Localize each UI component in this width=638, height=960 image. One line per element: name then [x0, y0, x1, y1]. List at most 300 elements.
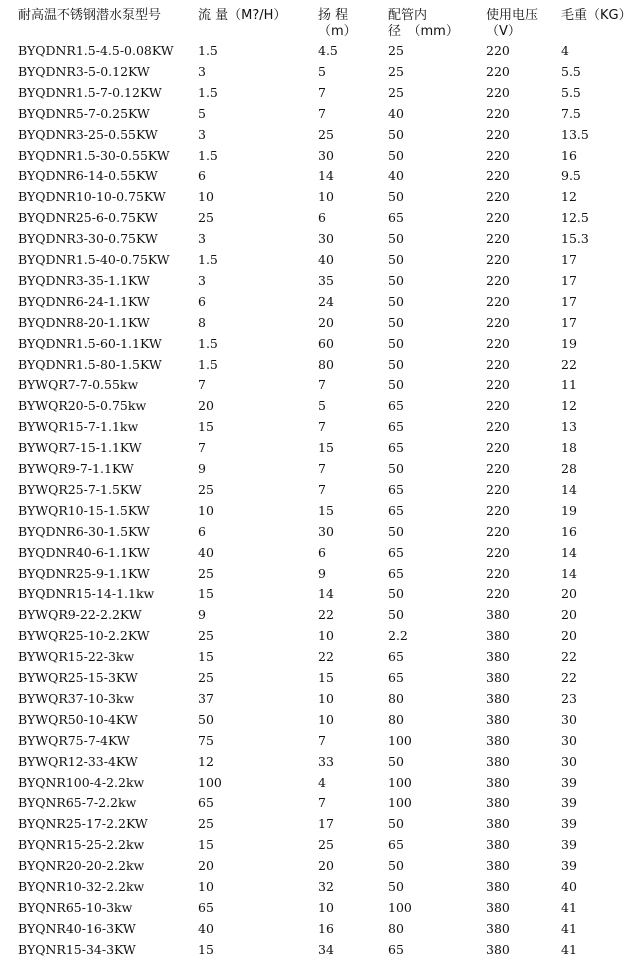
voltage-cell: 380: [486, 628, 510, 644]
model-cell: BYQDNR6-30-1.5KW: [18, 523, 150, 539]
voltage-cell: 220: [486, 481, 510, 497]
voltage-cell: 220: [486, 419, 510, 435]
model-cell: BYQDNR6-24-1.1KW: [18, 293, 150, 309]
voltage-cell: 220: [486, 544, 510, 560]
header-pipe-line1: 配管内: [388, 8, 428, 23]
model-cell: BYWQR15-22-3kw: [18, 649, 135, 665]
pipe-cell: 50: [388, 272, 404, 288]
header-voltage-line2: （V）: [486, 24, 521, 39]
weight-cell: 17: [561, 314, 577, 330]
table-header-row: [0, 8, 638, 42]
table-row: [0, 291, 638, 312]
voltage-cell: 380: [486, 795, 510, 811]
flow-cell: 5: [198, 105, 206, 121]
model-cell: BYWQR25-15-3KW: [18, 670, 138, 685]
flow-cell: 75: [198, 732, 214, 748]
voltage-cell: 380: [486, 649, 510, 665]
voltage-cell: 380: [486, 690, 510, 706]
model-cell: BYQDNR40-6-1.1KW: [18, 544, 150, 560]
table-row: [0, 333, 638, 354]
flow-cell: 100: [198, 774, 222, 790]
model-cell: BYQNR65-7-2.2kw: [18, 795, 137, 811]
weight-cell: 5.5: [561, 84, 581, 100]
model-cell: BYQDNR15-14-1.1kw: [18, 586, 155, 602]
model-cell: BYWQR10-15-1.5KW: [18, 502, 150, 518]
flow-cell: 6: [198, 168, 206, 184]
flow-cell: 40: [198, 544, 214, 560]
flow-cell: 25: [198, 481, 214, 497]
header-flow: 流 量（M?/H）: [198, 8, 287, 23]
voltage-cell: 380: [486, 920, 510, 936]
model-cell: BYQNR100-4-2.2kw: [18, 774, 145, 790]
flow-cell: 50: [198, 711, 214, 727]
table-row: [0, 82, 638, 103]
head-cell: 7: [318, 481, 326, 497]
weight-cell: 16: [561, 523, 577, 539]
model-cell: BYQDNR25-6-0.75KW: [18, 210, 158, 226]
voltage-cell: 220: [486, 335, 510, 351]
head-cell: 9: [318, 565, 326, 581]
voltage-cell: 220: [486, 314, 510, 330]
table-row: [0, 500, 638, 521]
table-row: [0, 876, 638, 897]
pipe-cell: 50: [388, 461, 404, 476]
header-weight: 毛重（KG）: [561, 8, 632, 23]
flow-cell: 8: [198, 314, 206, 330]
header-head: [318, 8, 357, 39]
header-voltage-line1: 使用电压: [486, 8, 539, 23]
head-cell: 20: [318, 314, 334, 330]
weight-cell: 22: [561, 670, 577, 685]
voltage-cell: 380: [486, 753, 510, 769]
table-row: [0, 918, 638, 939]
head-cell: 40: [318, 252, 334, 267]
header-voltage: [486, 8, 539, 39]
flow-cell: 12: [198, 753, 214, 769]
table-row: [0, 165, 638, 186]
weight-cell: 9.5: [561, 168, 581, 184]
pipe-cell: 40: [388, 168, 404, 184]
header-pipe: [388, 8, 459, 39]
table-row: [0, 437, 638, 458]
model-cell: BYWQR9-22-2.2KW: [18, 607, 142, 623]
voltage-cell: 220: [486, 440, 510, 456]
table-row: [0, 834, 638, 855]
weight-cell: 22: [561, 356, 577, 372]
head-cell: 15: [318, 670, 334, 685]
pipe-cell: 50: [388, 293, 404, 309]
model-cell: BYQNR10-32-2.2kw: [18, 879, 145, 894]
voltage-cell: 220: [486, 272, 510, 288]
head-cell: 7: [318, 105, 326, 121]
weight-cell: 39: [561, 816, 577, 832]
pipe-cell: 50: [388, 523, 404, 539]
table-row: [0, 688, 638, 709]
head-cell: 5: [318, 63, 326, 79]
voltage-cell: 380: [486, 711, 510, 727]
table-row: [0, 939, 638, 960]
pipe-cell: 65: [388, 837, 404, 853]
weight-cell: 20: [561, 586, 577, 602]
voltage-cell: 220: [486, 63, 510, 79]
flow-cell: 1.5: [198, 147, 218, 163]
head-cell: 4.5: [318, 43, 338, 58]
weight-cell: 41: [561, 899, 577, 915]
weight-cell: 39: [561, 858, 577, 874]
weight-cell: 19: [561, 335, 577, 351]
pipe-cell: 50: [388, 147, 404, 163]
head-cell: 6: [318, 210, 326, 226]
table-row: [0, 709, 638, 730]
pipe-cell: 65: [388, 941, 404, 957]
flow-cell: 6: [198, 293, 206, 309]
pipe-cell: 50: [388, 858, 404, 874]
voltage-cell: 220: [486, 210, 510, 226]
flow-cell: 10: [198, 502, 214, 518]
pipe-cell: 50: [388, 231, 404, 247]
model-cell: BYWQR25-10-2.2KW: [18, 628, 150, 644]
weight-cell: 22: [561, 649, 577, 665]
head-cell: 7: [318, 732, 326, 748]
header-head-line1: 扬 程: [318, 8, 349, 23]
pipe-cell: 100: [388, 732, 412, 748]
voltage-cell: 380: [486, 858, 510, 874]
voltage-cell: 220: [486, 43, 510, 58]
pipe-cell: 50: [388, 126, 404, 142]
voltage-cell: 380: [486, 670, 510, 685]
flow-cell: 6: [198, 523, 206, 539]
head-cell: 20: [318, 858, 334, 874]
pipe-cell: 25: [388, 43, 404, 58]
flow-cell: 1.5: [198, 356, 218, 372]
flow-cell: 3: [198, 63, 206, 79]
flow-cell: 3: [198, 272, 206, 288]
model-cell: BYQNR25-17-2.2KW: [18, 816, 148, 832]
flow-cell: 25: [198, 670, 214, 685]
voltage-cell: 220: [486, 147, 510, 163]
weight-cell: 17: [561, 272, 577, 288]
table-row: [0, 855, 638, 876]
model-cell: BYQNR15-34-3KW: [18, 941, 136, 957]
voltage-cell: 220: [486, 84, 510, 100]
head-cell: 15: [318, 502, 334, 518]
table-row: [0, 521, 638, 542]
weight-cell: 13.5: [561, 126, 589, 142]
model-cell: BYQDNR1.5-60-1.1KW: [18, 335, 162, 351]
pipe-cell: 80: [388, 690, 404, 706]
header-head-line2: （m）: [318, 24, 357, 39]
table-row: [0, 730, 638, 751]
model-cell: BYQDNR1.5-7-0.12KW: [18, 84, 162, 100]
pipe-cell: 50: [388, 816, 404, 832]
flow-cell: 9: [198, 461, 206, 476]
pipe-cell: 65: [388, 649, 404, 665]
voltage-cell: 220: [486, 293, 510, 309]
voltage-cell: 220: [486, 586, 510, 602]
weight-cell: 20: [561, 607, 577, 623]
weight-cell: 19: [561, 502, 577, 518]
model-cell: BYQDNR1.5-30-0.55KW: [18, 147, 170, 163]
model-cell: BYWQR37-10-3kw: [18, 690, 135, 706]
weight-cell: 15.3: [561, 231, 589, 247]
weight-cell: 12: [561, 189, 577, 205]
weight-cell: 23: [561, 690, 577, 706]
table-row: [0, 751, 638, 772]
weight-cell: 14: [561, 481, 577, 497]
pipe-cell: 65: [388, 419, 404, 435]
model-cell: BYQNR40-16-3KW: [18, 920, 136, 936]
pipe-cell: 65: [388, 565, 404, 581]
head-cell: 22: [318, 649, 334, 665]
head-cell: 22: [318, 607, 334, 623]
head-cell: 14: [318, 168, 334, 184]
head-cell: 10: [318, 899, 334, 915]
pipe-cell: 2.2: [388, 628, 408, 644]
weight-cell: 41: [561, 941, 577, 957]
flow-cell: 9: [198, 607, 206, 623]
head-cell: 32: [318, 879, 334, 894]
flow-cell: 1.5: [198, 43, 218, 58]
table-row: [0, 625, 638, 646]
flow-cell: 15: [198, 941, 214, 957]
pipe-cell: 25: [388, 63, 404, 79]
model-cell: BYQDNR3-25-0.55KW: [18, 126, 158, 142]
pipe-cell: 65: [388, 670, 404, 685]
head-cell: 30: [318, 231, 334, 247]
flow-cell: 7: [198, 440, 206, 456]
weight-cell: 7.5: [561, 105, 581, 121]
weight-cell: 12.5: [561, 210, 589, 226]
voltage-cell: 220: [486, 126, 510, 142]
voltage-cell: 220: [486, 565, 510, 581]
weight-cell: 28: [561, 461, 577, 476]
head-cell: 7: [318, 377, 326, 393]
flow-cell: 15: [198, 419, 214, 435]
flow-cell: 65: [198, 795, 214, 811]
voltage-cell: 220: [486, 398, 510, 414]
table-row: [0, 479, 638, 500]
model-cell: BYQDNR25-9-1.1KW: [18, 565, 150, 581]
pipe-cell: 50: [388, 753, 404, 769]
model-cell: BYQDNR6-14-0.55KW: [18, 168, 158, 184]
head-cell: 6: [318, 544, 326, 560]
pipe-cell: 65: [388, 544, 404, 560]
model-cell: BYQDNR3-5-0.12KW: [18, 63, 150, 79]
table-row: [0, 103, 638, 124]
flow-cell: 1.5: [198, 252, 218, 267]
header-pipe-line2: 径 （mm）: [388, 24, 459, 39]
weight-cell: 30: [561, 711, 577, 727]
model-cell: BYQDNR1.5-40-0.75KW: [18, 252, 170, 267]
flow-cell: 25: [198, 816, 214, 832]
table-row: [0, 792, 638, 813]
weight-cell: 11: [561, 377, 577, 393]
table-row: [0, 207, 638, 228]
voltage-cell: 220: [486, 356, 510, 372]
voltage-cell: 380: [486, 879, 510, 894]
head-cell: 30: [318, 523, 334, 539]
weight-cell: 39: [561, 795, 577, 811]
model-cell: BYWQR7-15-1.1KW: [18, 440, 142, 456]
model-cell: BYQDNR8-20-1.1KW: [18, 314, 150, 330]
head-cell: 30: [318, 147, 334, 163]
model-cell: BYWQR7-7-0.55kw: [18, 377, 139, 393]
flow-cell: 37: [198, 690, 214, 706]
weight-cell: 4: [561, 43, 569, 58]
head-cell: 35: [318, 272, 334, 288]
table-row: [0, 604, 638, 625]
pipe-cell: 65: [388, 398, 404, 414]
flow-cell: 3: [198, 231, 206, 247]
table-row: [0, 145, 638, 166]
model-cell: BYWQR50-10-4KW: [18, 711, 138, 727]
pipe-cell: 100: [388, 774, 412, 790]
head-cell: 17: [318, 816, 334, 832]
head-cell: 25: [318, 837, 334, 853]
flow-cell: 15: [198, 586, 214, 602]
voltage-cell: 220: [486, 168, 510, 184]
head-cell: 80: [318, 356, 334, 372]
voltage-cell: 220: [486, 461, 510, 476]
table-row: [0, 667, 638, 688]
table-row: [0, 354, 638, 375]
pipe-cell: 50: [388, 356, 404, 372]
voltage-cell: 220: [486, 189, 510, 205]
table-row: [0, 40, 638, 61]
head-cell: 10: [318, 711, 334, 727]
flow-cell: 10: [198, 879, 214, 894]
flow-cell: 3: [198, 126, 206, 142]
pipe-cell: 65: [388, 502, 404, 518]
head-cell: 14: [318, 586, 334, 602]
pipe-cell: 50: [388, 335, 404, 351]
table-row: [0, 542, 638, 563]
voltage-cell: 380: [486, 732, 510, 748]
model-cell: BYQDNR3-35-1.1KW: [18, 272, 150, 288]
model-cell: BYWQR20-5-0.75kw: [18, 398, 147, 414]
flow-cell: 25: [198, 628, 214, 644]
flow-cell: 1.5: [198, 335, 218, 351]
weight-cell: 41: [561, 920, 577, 936]
table-row: [0, 897, 638, 918]
weight-cell: 30: [561, 753, 577, 769]
weight-cell: 18: [561, 440, 577, 456]
pipe-cell: 50: [388, 252, 404, 267]
voltage-cell: 380: [486, 899, 510, 915]
table-row: [0, 249, 638, 270]
model-cell: BYQDNR5-7-0.25KW: [18, 105, 150, 121]
head-cell: 33: [318, 753, 334, 769]
model-cell: BYQNR20-20-2.2kw: [18, 858, 145, 874]
pipe-cell: 50: [388, 879, 404, 894]
flow-cell: 15: [198, 649, 214, 665]
table-row: [0, 772, 638, 793]
weight-cell: 5.5: [561, 63, 581, 79]
weight-cell: 39: [561, 837, 577, 853]
weight-cell: 12: [561, 398, 577, 414]
flow-cell: 40: [198, 920, 214, 936]
model-cell: BYQNR15-25-2.2kw: [18, 837, 145, 853]
voltage-cell: 380: [486, 607, 510, 623]
table-row: [0, 124, 638, 145]
pipe-cell: 100: [388, 899, 412, 915]
head-cell: 16: [318, 920, 334, 936]
table-row: [0, 228, 638, 249]
table-row: [0, 646, 638, 667]
model-cell: BYWQR12-33-4KW: [18, 753, 138, 769]
pipe-cell: 25: [388, 84, 404, 100]
weight-cell: 13: [561, 419, 577, 435]
pipe-cell: 50: [388, 586, 404, 602]
flow-cell: 1.5: [198, 84, 218, 100]
head-cell: 7: [318, 795, 326, 811]
model-cell: BYWQR75-7-4KW: [18, 732, 130, 748]
model-cell: BYQDNR3-30-0.75KW: [18, 231, 158, 247]
weight-cell: 14: [561, 544, 577, 560]
head-cell: 24: [318, 293, 334, 309]
model-cell: BYQDNR1.5-4.5-0.08KW: [18, 43, 174, 58]
voltage-cell: 220: [486, 252, 510, 267]
voltage-cell: 220: [486, 377, 510, 393]
voltage-cell: 380: [486, 774, 510, 790]
weight-cell: 30: [561, 732, 577, 748]
pipe-cell: 40: [388, 105, 404, 121]
pipe-cell: 50: [388, 189, 404, 205]
flow-cell: 20: [198, 858, 214, 874]
head-cell: 34: [318, 941, 334, 957]
table-row: [0, 458, 638, 479]
head-cell: 15: [318, 440, 334, 456]
model-cell: BYWQR15-7-1.1kw: [18, 419, 139, 435]
head-cell: 10: [318, 628, 334, 644]
flow-cell: 7: [198, 377, 206, 393]
pipe-cell: 50: [388, 377, 404, 393]
table-row: [0, 61, 638, 82]
table-row: [0, 813, 638, 834]
voltage-cell: 220: [486, 105, 510, 121]
weight-cell: 14: [561, 565, 577, 581]
pipe-cell: 65: [388, 440, 404, 456]
table-row: [0, 583, 638, 604]
weight-cell: 16: [561, 147, 577, 163]
flow-cell: 20: [198, 398, 214, 414]
flow-cell: 15: [198, 837, 214, 853]
model-cell: BYQDNR10-10-0.75KW: [18, 189, 166, 205]
header-model: 耐高温不锈钢潜水泵型号: [18, 8, 162, 23]
pipe-cell: 80: [388, 920, 404, 936]
head-cell: 10: [318, 189, 334, 205]
weight-cell: 39: [561, 774, 577, 790]
head-cell: 5: [318, 398, 326, 414]
table-row: [0, 186, 638, 207]
flow-cell: 65: [198, 899, 214, 915]
flow-cell: 25: [198, 210, 214, 226]
pipe-cell: 50: [388, 607, 404, 623]
weight-cell: 17: [561, 293, 577, 309]
pipe-cell: 100: [388, 795, 412, 811]
pipe-cell: 65: [388, 481, 404, 497]
table-row: [0, 374, 638, 395]
voltage-cell: 380: [486, 941, 510, 957]
head-cell: 7: [318, 419, 326, 435]
voltage-cell: 220: [486, 523, 510, 539]
flow-cell: 25: [198, 565, 214, 581]
head-cell: 60: [318, 335, 334, 351]
table-row: [0, 270, 638, 291]
table-row: [0, 312, 638, 333]
table-row: [0, 563, 638, 584]
pipe-cell: 50: [388, 314, 404, 330]
